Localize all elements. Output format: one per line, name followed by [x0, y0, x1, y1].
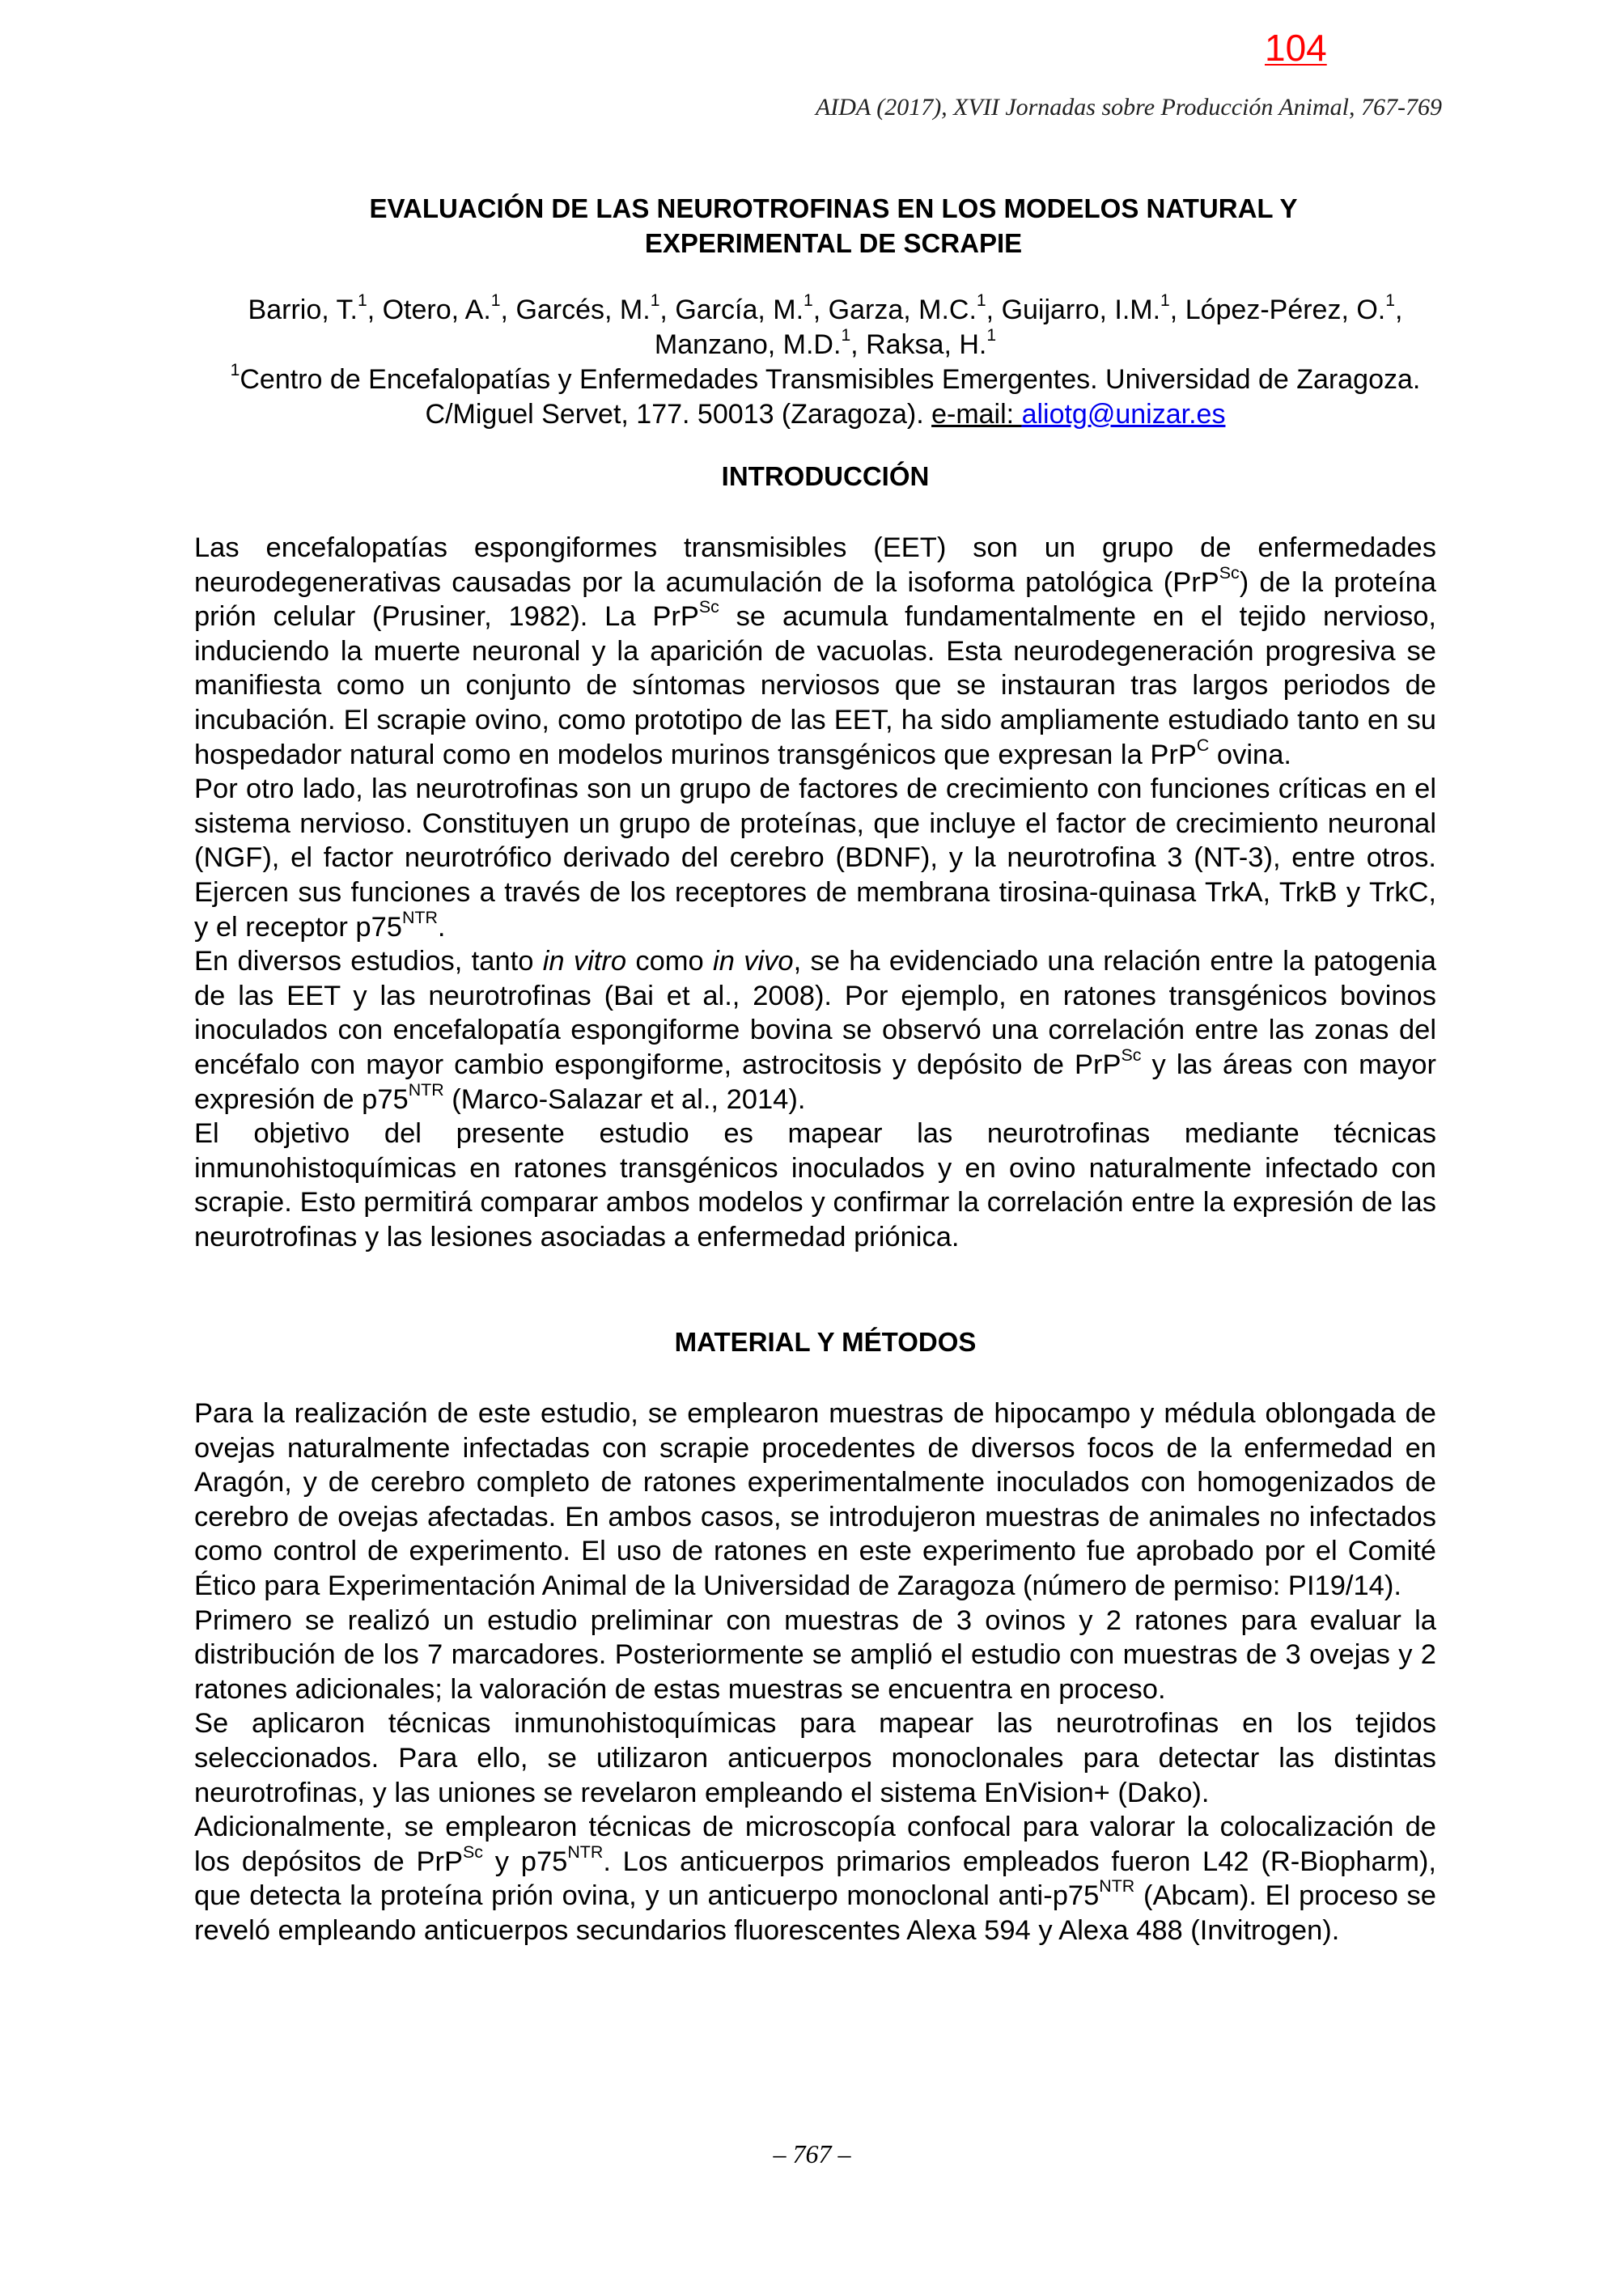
author-name: Garza, M.C. — [828, 295, 977, 325]
body-paragraph: Las encefalopatías espongiformes transmisibles (EET) son un grupo de enfermedades neurodegenerativas causadas por la acumulación de la isoforma patológica (PrP$^{Sc}$) de la proteína prión celular (Prusiner, 1982). La PrP$^{Sc}$ se acumula fundamentalmente en el tejido nervioso, induciendo la muerte neuronal y la aparición de vacuolas. Esta neurodegeneración progresiva se manifiesta como un conjunto de síntomas nerviosos que se instauran tras largos periodos de incubación. El scrapie ovino, como prototipo de las EET, ha sido ampliamente estudiado tanto en su hospedador natural como en modelos murinos transgénicos que expresan la PrP$^C$ ovina. — [194, 532, 1436, 770]
author-affiliation-marker: 1 — [490, 291, 501, 311]
italic-term: in vitro — [542, 946, 627, 977]
author-name: Barrio, T. — [248, 295, 358, 325]
superscript: Sc — [463, 1842, 483, 1862]
author-affiliation-marker: 1 — [1160, 291, 1170, 311]
email-link[interactable]: aliotg@unizar.es — [1021, 399, 1226, 430]
affiliation-marker: 1 — [230, 361, 240, 380]
superscript: C — [1196, 735, 1210, 755]
author-affiliation-marker: 1 — [1385, 291, 1395, 311]
affiliation-text: Centro de Encefalopatías y Enfermedades Transmisibles Emergentes. Universidad de Zaragoza. C/Miguel Servet, 177. 50013 (Zaragoza). — [240, 364, 1421, 430]
affiliation — [194, 362, 1457, 432]
section-body-introduccion — [194, 531, 1436, 1254]
author-affiliation-marker: 1 — [841, 326, 851, 345]
section-body-material-y-metodos — [194, 1397, 1436, 1948]
body-paragraph: Primero se realizó un estudio preliminar con muestras de 3 ovinos y 2 ratones para evaluar la distribución de los 7 marcadores. Posteriormente se amplió el estudio con muestras de 3 ovejas y 2 ratones adicionales; la valoración de estas muestras se encuentra en proceso. — [194, 1604, 1436, 1705]
author-affiliation-marker: 1 — [357, 291, 367, 311]
author-affiliation-marker: 1 — [804, 291, 813, 311]
paper-title-line-2: EXPERIMENTAL DE SCRAPIE — [644, 228, 1023, 258]
body-paragraph: Por otro lado, las neurotrofinas son un grupo de factores de crecimiento con funciones críticas en el sistema nervioso. Constituyen un grupo de proteínas, que incluye el factor de crecimiento neuronal (NGF), el factor neurotrófico derivado del cerebro (BDNF), y la neurotrofina 3 (NT-3), entre otros. Ejercen sus funciones a través de los receptores de membrana tirosina-quinasa TrkA, TrkB y TrkC, y el receptor $p75^{NTR}$. — [194, 774, 1436, 943]
body-paragraph: Para la realización de este estudio, se emplearon muestras de hipocampo y médula oblongada de ovejas naturalmente infectadas con scrapie procedentes de diversos focos de la enfermedad en Aragón, y de cerebro completo de ratones experimentalmente inoculados con homogenizados de cerebro de ovejas afectadas. En ambos casos, se introdujeron muestras de animales no infectados como control de experimento. El uso de ratones en este experimento fue aprobado por el Comité Ético para Experimentación Animal de la Universidad de Zaragoza (número de permiso: PI19/14). — [194, 1398, 1436, 1601]
author-name: Raksa, H. — [866, 329, 987, 360]
superscript: NTR — [567, 1842, 604, 1862]
body-paragraph: En diversos estudios, tanto in vitro como in vivo, se ha evidenciado una relación entre la patogenia de las EET y las neurotrofinas (Bai et al., 2008). Por ejemplo, en ratones transgénicos bovinos inoculados con encefalopatía espongiforme bovina se observó una correlación entre las zonas del encéfalo con mayor cambio espongiforme, astrocitosis y depósito de PrP$^{Sc}$ y las áreas con mayor expresión de $p75^{NTR}$ (Marco-Salazar et al., 2014). — [194, 946, 1436, 1115]
italic-term: in vivo — [713, 946, 794, 977]
author-name: García, M. — [675, 295, 804, 325]
author-name: Guijarro, I.M. — [1001, 295, 1161, 325]
author-name: Manzano, M.D. — [654, 329, 842, 360]
body-paragraph: El objetivo del presente estudio es mapear las neurotrofinas mediante técnicas inmunohistoquímicas en ratones transgénicos inoculados y en ovino naturalmente infectado con scrapie. Esto permitirá comparar ambos modelos y confirmar la correlación entre la expresión de las neurotrofinas y las lesiones asociadas a enfermedad priónica. — [194, 1118, 1436, 1252]
superscript: Sc — [1219, 562, 1240, 583]
section-heading-material-y-metodos: MATERIAL Y MÉTODOS — [674, 1327, 977, 1357]
body-paragraph: Adicionalmente, se emplearon técnicas de microscopía confocal para valorar la colocalización de los depósitos de PrP$^{Sc}$ y $p75^{NTR}$. Los anticuerpos primarios empleados fueron L42 (R-Biopharm), que detecta la proteína prión ovina, y un anticuerpo monoclonal anti-$p75^{NTR}$ (Abcam). El proceso se reveló empleando anticuerpos secundarios fluorescentes Alexa 594 y Alexa 488 (Invitrogen). — [194, 1812, 1437, 1946]
superscript: Sc — [698, 597, 719, 617]
author-list: Barrio, T.$^1$, Otero, A.$^1$, Garcés, M.$^1$, García, M.$^1$, Garza, M.C.$^1$, Guijarro, I.M.$^1$, López-Pérez, O.$^1$, Manzano, M.D.$^1$, Raksa, H.$^1$ — [248, 291, 1403, 360]
superscript: NTR — [401, 907, 438, 927]
superscript: NTR — [408, 1079, 444, 1100]
author-affiliation-marker: 1 — [986, 326, 997, 345]
author-affiliation-marker: 1 — [976, 291, 986, 311]
author-name: Otero, A. — [382, 295, 491, 325]
author-name: López-Pérez, O. — [1185, 295, 1386, 325]
superscript: Sc — [1121, 1045, 1142, 1065]
page-footer-number: – 767 – — [773, 2139, 851, 2168]
email-label: e-mail: — [931, 399, 1022, 430]
superscript: NTR — [1099, 1876, 1135, 1897]
paper-title-line-1: EVALUACIÓN DE LAS NEUROTROFINAS EN LOS MODELOS NATURAL Y — [369, 193, 1298, 223]
author-affiliation-marker: 1 — [650, 291, 660, 311]
paper-title — [267, 191, 1400, 261]
page-number-link[interactable]: 104 — [1265, 27, 1327, 69]
body-paragraph: Se aplicaron técnicas inmunohistoquímicas para mapear las neurotrofinas en los tejidos seleccionados. Para ello, se utilizaron anticuerpos monoclonales para detectar las distintas neurotrofinas, y las uniones se revelaron empleando el sistema EnVision+ (Dako). — [194, 1708, 1436, 1808]
author-name: Garcés, M. — [515, 295, 651, 325]
running-head: AIDA (2017), XVII Jornadas sobre Producción Animal, 767-769 — [815, 94, 1442, 121]
section-heading-introduccion: INTRODUCCIÓN — [721, 461, 930, 491]
